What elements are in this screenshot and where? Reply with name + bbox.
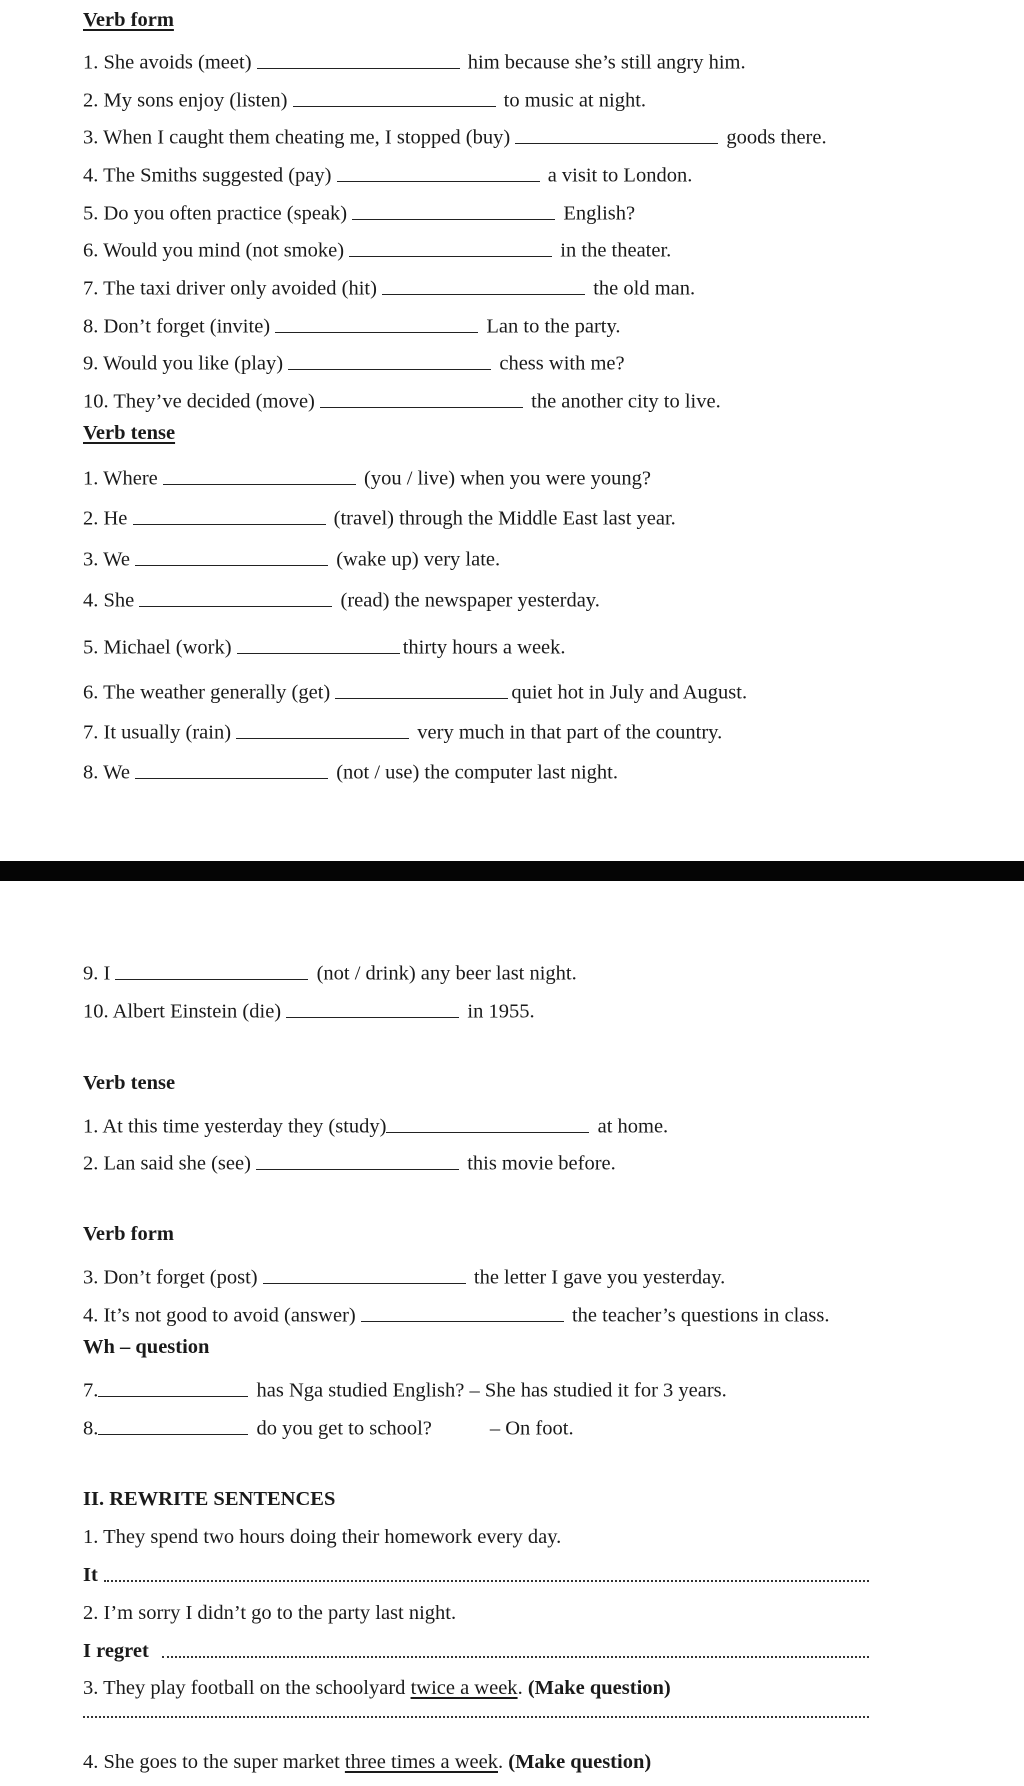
exercise-item: 3. Don’t forget (post) the letter I gave you yesterday. bbox=[83, 1262, 725, 1288]
section-title-verb-form: Verb form bbox=[83, 9, 174, 31]
answer-blank[interactable] bbox=[386, 1111, 589, 1133]
exercise-item: 8. We (not / use) the computer last night. bbox=[83, 757, 618, 783]
exercise-item: 6. The weather generally (get) quiet hot in July and August. bbox=[83, 677, 747, 703]
answer-blank[interactable] bbox=[337, 160, 540, 182]
answer-line[interactable] bbox=[162, 1656, 869, 1658]
answer-blank[interactable] bbox=[293, 85, 496, 107]
exercise-item: 5. Michael (work) thirty hours a week. bbox=[83, 632, 566, 658]
exercise-item: 7. It usually (rain) very much in that part of the country. bbox=[83, 717, 722, 743]
answer-blank[interactable] bbox=[135, 544, 328, 566]
answer-blank[interactable] bbox=[115, 958, 308, 980]
exercise-item: 7. The taxi driver only avoided (hit) the old man. bbox=[83, 273, 695, 299]
exercise-item: 10. Albert Einstein (die) in 1955. bbox=[83, 996, 535, 1022]
answer-blank[interactable] bbox=[320, 386, 523, 408]
answer-blank[interactable] bbox=[139, 585, 332, 607]
exercise-item: 8. Don’t forget (invite) Lan to the party. bbox=[83, 311, 621, 337]
exercise-item: 4. She (read) the newspaper yesterday. bbox=[83, 585, 600, 611]
answer-blank[interactable] bbox=[236, 717, 409, 739]
section-title-verb-tense: Verb tense bbox=[83, 422, 176, 444]
exercise-item: 10. They’ve decided (move) the another city to live. bbox=[83, 386, 721, 412]
section-title-rewrite: II. REWRITE SENTENCES bbox=[83, 1488, 336, 1510]
page-divider-bar bbox=[0, 861, 1024, 881]
exercise-item: 2. My sons enjoy (listen) to music at night. bbox=[83, 85, 646, 111]
answer-blank[interactable] bbox=[135, 757, 328, 779]
exercise-item: 1. Where (you / live) when you were young? bbox=[83, 463, 651, 489]
answer-blank[interactable] bbox=[257, 47, 460, 69]
exercise-item: 1. She avoids (meet) him because she’s still angry him. bbox=[83, 47, 746, 73]
answer-blank[interactable] bbox=[288, 348, 491, 370]
answer-blank[interactable] bbox=[256, 1148, 459, 1170]
exercise-item: 8. do you get to school? – On foot. bbox=[83, 1413, 574, 1439]
answer-blank[interactable] bbox=[163, 463, 356, 485]
exercise-item: 9. Would you like (play) chess with me? bbox=[83, 348, 625, 374]
exercise-item: 3. We (wake up) very late. bbox=[83, 544, 500, 570]
exercise-item: 6. Would you mind (not smoke) in the theater. bbox=[83, 235, 671, 261]
exercise-item: 5. Do you often practice (speak) English? bbox=[83, 198, 635, 224]
answer-blank[interactable] bbox=[98, 1375, 248, 1397]
answer-blank[interactable] bbox=[275, 311, 478, 333]
answer-start-2: I regret bbox=[83, 1640, 149, 1662]
answer-start-1: It bbox=[83, 1564, 98, 1586]
answer-line[interactable] bbox=[104, 1580, 869, 1582]
answer-blank[interactable] bbox=[133, 503, 326, 525]
answer-blank[interactable] bbox=[361, 1300, 564, 1322]
answer-blank[interactable] bbox=[515, 122, 718, 144]
rewrite-question-2: 2. I’m sorry I didn’t go to the party last night. bbox=[83, 1602, 457, 1624]
exercise-item: 2. Lan said she (see) this movie before. bbox=[83, 1148, 616, 1174]
exercise-item: 3. When I caught them cheating me, I stopped (buy) goods there. bbox=[83, 122, 827, 148]
section-title-verb-tense-2: Verb tense bbox=[83, 1072, 176, 1094]
section-title-verb-form-2: Verb form bbox=[83, 1223, 174, 1245]
exercise-item: 2. He (travel) through the Middle East last year. bbox=[83, 503, 676, 529]
exercise-item: 4. The Smiths suggested (pay) a visit to London. bbox=[83, 160, 692, 186]
rewrite-question-4: 4. She goes to the super market three times a week. (Make question) bbox=[83, 1751, 652, 1773]
answer-blank[interactable] bbox=[98, 1413, 248, 1435]
rewrite-question-1: 1. They spend two hours doing their homework every day. bbox=[83, 1526, 562, 1548]
exercise-item: 4. It’s not good to avoid (answer) the teacher’s questions in class. bbox=[83, 1300, 829, 1326]
exercise-item: 1. At this time yesterday they (study) at home. bbox=[83, 1111, 668, 1137]
answer-line[interactable] bbox=[83, 1716, 869, 1718]
answer-blank[interactable] bbox=[352, 198, 555, 220]
answer-blank[interactable] bbox=[286, 996, 459, 1018]
exercise-item: 9. I (not / drink) any beer last night. bbox=[83, 958, 577, 984]
answer-blank[interactable] bbox=[335, 677, 508, 699]
answer-blank[interactable] bbox=[349, 235, 552, 257]
answer-blank[interactable] bbox=[263, 1262, 466, 1284]
exercise-item: 7. has Nga studied English? – She has studied it for 3 years. bbox=[83, 1375, 727, 1401]
answer-blank[interactable] bbox=[237, 632, 400, 654]
answer-blank[interactable] bbox=[382, 273, 585, 295]
section-title-wh-question: Wh – question bbox=[83, 1336, 210, 1358]
rewrite-question-3: 3. They play football on the schoolyard twice a week. (Make question) bbox=[83, 1677, 671, 1699]
